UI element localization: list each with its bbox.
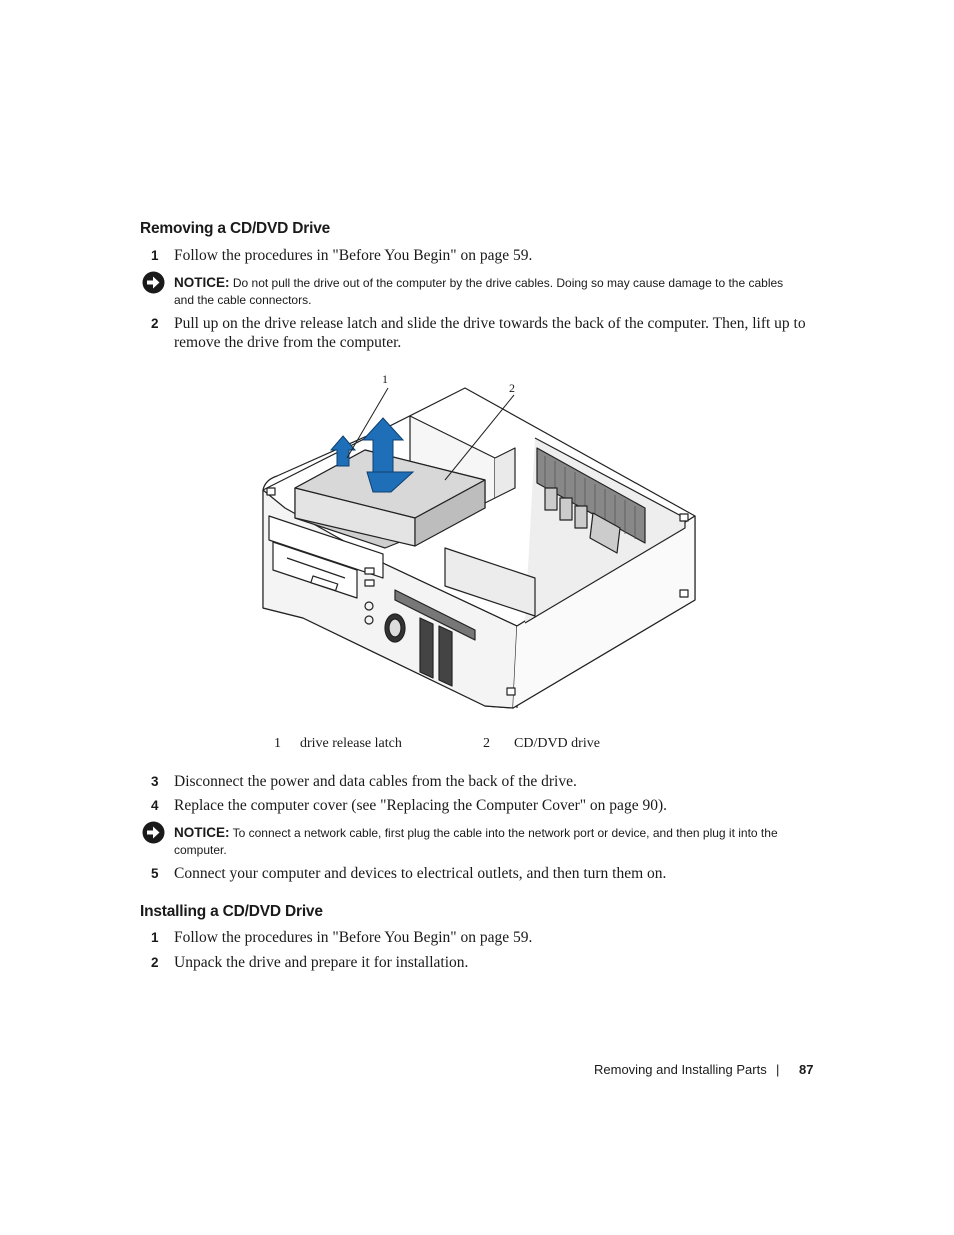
step-text: Unpack the drive and prepare it for installation. — [174, 954, 469, 971]
step-text: Disconnect the power and data cables from the back of the drive. — [174, 773, 577, 790]
footer-separator: | — [776, 1062, 780, 1077]
notice-label: NOTICE: — [174, 825, 230, 840]
callout-marker-1: 1 — [382, 372, 388, 386]
step-number: 4 — [151, 798, 159, 813]
step-text: Connect your computer and devices to electrical outlets, and then turn them on. — [174, 865, 667, 882]
footer-section-name: Removing and Installing Parts — [594, 1062, 767, 1077]
notice-line: Do not pull the drive out of the computer by the drive cables. Doing so may cause damage to the cables — [232, 276, 784, 290]
step-line: remove the drive from the computer. — [174, 334, 402, 351]
callout-lines — [255, 368, 700, 713]
notice-line: and the cable connectors. — [174, 293, 312, 307]
step-number: 3 — [151, 774, 159, 789]
section-title-installing: Installing a CD/DVD Drive — [140, 903, 323, 920]
step-text: Replace the computer cover (see "Replacing the Computer Cover" on page 90). — [174, 797, 667, 814]
notice-line: To connect a network cable, first plug the cable into the network port or device, and then plug it into the — [232, 826, 778, 840]
computer-illustration — [255, 368, 700, 713]
step-number: 5 — [151, 866, 159, 881]
step-number: 2 — [151, 316, 159, 331]
step-line: Pull up on the drive release latch and slide the drive towards the back of the computer. Then, lift up to — [174, 315, 806, 332]
step-text: Follow the procedures in "Before You Begin" on page 59. — [174, 247, 533, 264]
legend-number: 2 — [483, 736, 490, 751]
section-title-removing: Removing a CD/DVD Drive — [140, 220, 331, 237]
step-number: 1 — [151, 248, 159, 263]
notice-label: NOTICE: — [174, 275, 230, 290]
step-number: 2 — [151, 955, 159, 970]
legend-label: drive release latch — [300, 736, 402, 751]
step-text — [174, 314, 834, 352]
step-number: 1 — [151, 930, 159, 945]
notice-icon — [142, 821, 165, 849]
callout-marker-2: 2 — [509, 381, 515, 395]
notice-line: computer. — [174, 843, 227, 857]
legend-number: 1 — [274, 736, 281, 751]
legend-label: CD/DVD drive — [514, 736, 600, 751]
notice-text — [174, 274, 824, 309]
notice-icon — [142, 271, 165, 299]
step-text: Follow the procedures in "Before You Begin" on page 59. — [174, 929, 533, 946]
notice-text — [174, 824, 824, 859]
page-number: 87 — [799, 1062, 814, 1077]
